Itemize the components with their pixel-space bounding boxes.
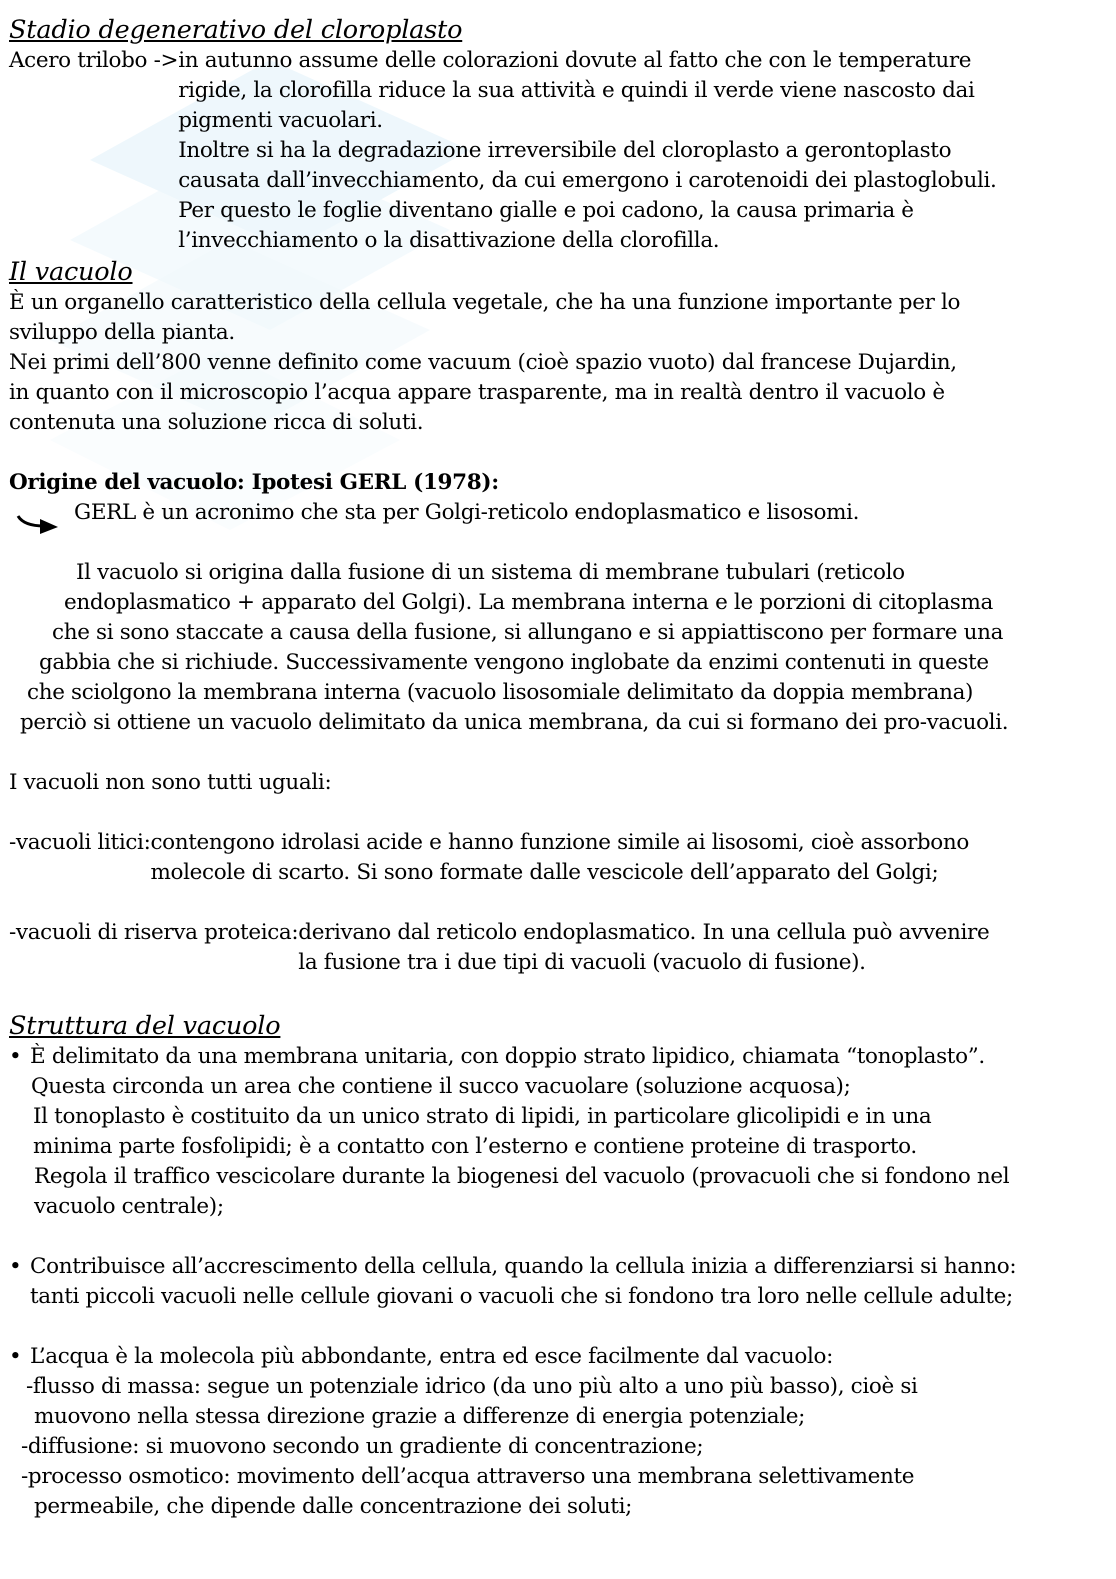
text-line: contenuta una soluzione ricca di soluti. <box>9 410 424 435</box>
text-line: l’invecchiamento o la disattivazione della clorofilla. <box>178 228 720 253</box>
text-line: che sciolgono la membrana interna (vacuolo lisosomiale delimitato da doppia membrana) <box>27 680 974 705</box>
text-line: L’acqua è la molecola più abbondante, entra ed esce facilmente dal vacuolo: <box>30 1344 833 1369</box>
vacuoli-riserva <box>9 918 1107 978</box>
text-line: permeabile, che dipende dalle concentrazione dei soluti; <box>34 1494 633 1519</box>
acero-lead: Acero trilobo -> <box>9 48 179 73</box>
bullet-icon: • <box>9 1254 22 1279</box>
curved-arrow-icon <box>14 510 64 540</box>
riserva-lead: -vacuoli di riserva proteica: <box>9 920 299 945</box>
section-title-vacuolo: Il vacuolo <box>9 257 133 287</box>
text-line: I vacuoli non sono tutti uguali: <box>9 770 332 795</box>
text-line: Questa circonda un area che contiene il succo vacuolare (soluzione acquosa); <box>31 1074 851 1099</box>
bullet-tonoplasto <box>9 1042 1107 1222</box>
gerl-paragraph <box>9 558 1107 738</box>
text-line: È delimitato da una membrana unitaria, con doppio strato lipidico, chiamata “tonoplasto”. <box>30 1044 985 1069</box>
text-line: gabbia che si richiude. Successivamente vengono inglobate da enzimi contenuti in queste <box>39 650 989 675</box>
text-line: sviluppo della pianta. <box>9 320 235 345</box>
text-line: Contribuisce all’accrescimento della cellula, quando la cellula inizia a differenziarsi si hanno: <box>30 1254 1017 1279</box>
section-title-stadio: Stadio degenerativo del cloroplasto <box>9 15 463 45</box>
section-title-origine: Origine del vacuolo: Ipotesi GERL (1978): <box>9 470 499 495</box>
text-line: endoplasmatico + apparato del Golgi). La membrana interna e le porzioni di citoplasma <box>64 590 993 615</box>
text-line: Per questo le foglie diventano gialle e poi cadono, la causa primaria è <box>178 198 914 223</box>
text-line: minima parte fosfolipidi; è a contatto con l’esterno e contiene proteine di trasporto. <box>33 1134 917 1159</box>
text-line: Il tonoplasto è costituito da un unico strato di lipidi, in particolare glicolipidi e in una <box>33 1104 932 1129</box>
litici-lead: -vacuoli litici: <box>9 830 151 855</box>
text-line: che si sono staccate a causa della fusione, si allungano e si appiattiscono per formare una <box>52 620 1004 645</box>
gerl-definition <box>9 498 1107 528</box>
bullet-acqua <box>9 1342 1107 1522</box>
bullet-icon: • <box>9 1044 22 1069</box>
text-line: Il vacuolo si origina dalla fusione di un sistema di membrane tubulari (reticolo <box>76 560 905 585</box>
text-line: molecole di scarto. Si sono formate dalle vescicole dell’apparato del Golgi; <box>150 860 939 885</box>
text-line: Inoltre si ha la degradazione irreversibile del cloroplasto a gerontoplasto <box>178 138 952 163</box>
text-line: muovono nella stessa direzione grazie a differenze di energia potenziale; <box>34 1404 806 1429</box>
text-line: in autunno assume delle colorazioni dovute al fatto che con le temperature <box>178 48 972 73</box>
text-line: vacuolo centrale); <box>34 1194 224 1219</box>
text-line: tanti piccoli vacuoli nelle cellule giovani o vacuoli che si fondono tra loro nelle cellule adulte; <box>30 1284 1013 1309</box>
text-line: -diffusione: si muovono secondo un gradiente di concentrazione; <box>21 1434 704 1459</box>
section-title-struttura: Struttura del vacuolo <box>9 1011 281 1041</box>
text-line: pigmenti vacuolari. <box>178 108 383 133</box>
acero-body <box>178 46 1107 256</box>
bullet-accrescimento <box>9 1252 1107 1312</box>
text-line: Regola il traffico vescicolare durante la biogenesi del vacuolo (provacuoli che si fondono nel <box>34 1164 1010 1189</box>
acero-paragraph <box>9 46 1107 256</box>
text-line: perciò si ottiene un vacuolo delimitato da unica membrana, da cui si formano dei pro-vacuoli. <box>20 710 1009 735</box>
vacuoli-litici <box>9 828 1107 888</box>
text-line: in quanto con il microscopio l’acqua appare trasparente, ma in realtà dentro il vacuolo è <box>9 380 945 405</box>
text-line: -processo osmotico: movimento dell’acqua attraverso una membrana selettivamente <box>21 1464 915 1489</box>
text-line: derivano dal reticolo endoplasmatico. In una cellula può avvenire <box>298 920 990 945</box>
text-line: causata dall’invecchiamento, da cui emergono i carotenoidi dei plastoglobuli. <box>178 168 997 193</box>
text-line: Nei primi dell’800 venne definito come vacuum (cioè spazio vuoto) dal francese Dujardin, <box>9 350 957 375</box>
text-line: -flusso di massa: segue un potenziale idrico (da uno più alto a uno più basso), cioè si <box>26 1374 918 1399</box>
text-line: GERL è un acronimo che sta per Golgi-reticolo endoplasmatico e lisosomi. <box>74 500 860 525</box>
text-line: rigide, la clorofilla riduce la sua attività e quindi il verde viene nascosto dai <box>178 78 975 103</box>
text-line: È un organello caratteristico della cellula vegetale, che ha una funzione importante per lo <box>9 290 961 315</box>
text-line: contengono idrolasi acide e hanno funzione simile ai lisosomi, cioè assorbono <box>150 830 969 855</box>
text-line: la fusione tra i due tipi di vacuoli (vacuolo di fusione). <box>298 950 866 975</box>
bullet-icon: • <box>9 1344 22 1369</box>
